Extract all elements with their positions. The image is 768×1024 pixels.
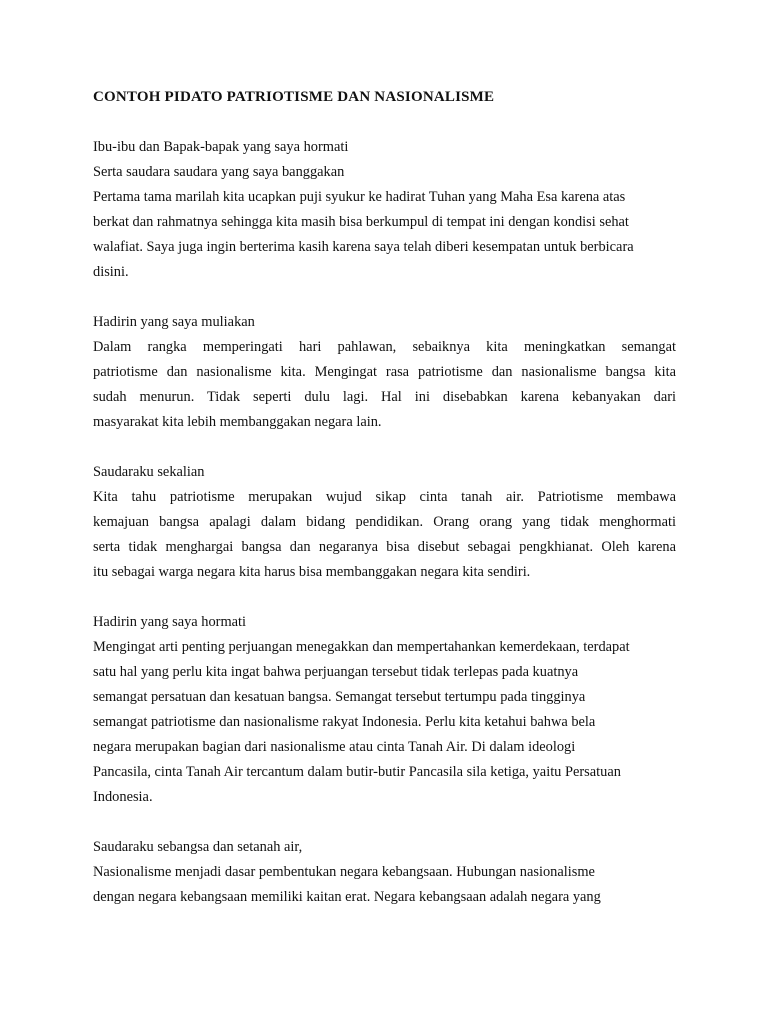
text-line: kemajuan bangsa apalagi dalam bidang pendidikan. Orang orang yang tidak menghormati (93, 514, 676, 530)
paragraph-gap (93, 585, 676, 610)
paragraph-gap (93, 285, 676, 310)
paragraph-gap (93, 435, 676, 460)
text-line: itu sebagai warga negara kita harus bisa membanggakan negara kita sendiri. (93, 564, 531, 580)
paragraph-pahlawan (93, 310, 676, 435)
salutation-line: Serta saudara saudara yang saya banggakan (93, 164, 345, 180)
salutation-line: Hadirin yang saya hormati (93, 614, 247, 630)
paragraph-kemerdekaan (93, 610, 676, 810)
text-line: Indonesia. (93, 789, 153, 805)
salutation-line: Hadirin yang saya muliakan (93, 314, 255, 330)
paragraph-opening (93, 135, 676, 285)
salutation-line: Ibu-ibu dan Bapak-bapak yang saya hormati (93, 139, 349, 155)
text-line: disini. (93, 264, 129, 280)
document-title: CONTOH PIDATO PATRIOTISME DAN NASIONALISME (93, 89, 495, 105)
text-line: sudah menurun. Tidak seperti dulu lagi. Hal ini disebabkan karena kebanyakan dari (93, 389, 676, 405)
text-line: walafiat. Saya juga ingin berterima kasih karena saya telah diberi kesempatan untuk berbicara (93, 239, 634, 255)
text-line: Pertama tama marilah kita ucapkan puji syukur ke hadirat Tuhan yang Maha Esa karena atas (93, 189, 626, 205)
paragraph-nasionalisme (93, 835, 676, 910)
text-line: semangat patriotisme dan nasionalisme rakyat Indonesia. Perlu kita ketahui bahwa bela (93, 714, 596, 730)
text-line: Kita tahu patriotisme merupakan wujud sikap cinta tanah air. Patriotisme membawa (93, 489, 676, 505)
text-line: masyarakat kita lebih membanggakan negara lain. (93, 414, 382, 430)
text-line: negara merupakan bagian dari nasionalisme atau cinta Tanah Air. Di dalam ideologi (93, 739, 576, 755)
text-line: serta tidak menghargai bangsa dan negaranya bisa disebut sebagai pengkhianat. Oleh karena (93, 539, 676, 555)
salutation-line: Saudaraku sebangsa dan setanah air, (93, 839, 303, 855)
text-line: Dalam rangka memperingati hari pahlawan, sebaiknya kita meningkatkan semangat (93, 339, 676, 355)
text-line: semangat persatuan dan kesatuan bangsa. Semangat tersebut tertumpu pada tingginya (93, 689, 586, 705)
paragraph-patriotisme (93, 460, 676, 585)
text-line: dengan negara kebangsaan memiliki kaitan erat. Negara kebangsaan adalah negara yang (93, 889, 601, 905)
text-line: Nasionalisme menjadi dasar pembentukan negara kebangsaan. Hubungan nasionalisme (93, 864, 595, 880)
salutation-line: Saudaraku sekalian (93, 464, 205, 480)
paragraph-gap (93, 810, 676, 835)
text-line: berkat dan rahmatnya sehingga kita masih bisa berkumpul di tempat ini dengan kondisi sehat (93, 214, 629, 230)
text-line: Pancasila, cinta Tanah Air tercantum dalam butir-butir Pancasila sila ketiga, yaitu Persatuan (93, 764, 621, 780)
text-line: patriotisme dan nasionalisme kita. Mengingat rasa patriotisme dan nasionalisme bangsa kita (93, 364, 676, 380)
text-line: satu hal yang perlu kita ingat bahwa perjuangan tersebut tidak terlepas pada kuatnya (93, 664, 579, 680)
text-line: Mengingat arti penting perjuangan menegakkan dan mempertahankan kemerdekaan, terdapat (93, 639, 630, 655)
